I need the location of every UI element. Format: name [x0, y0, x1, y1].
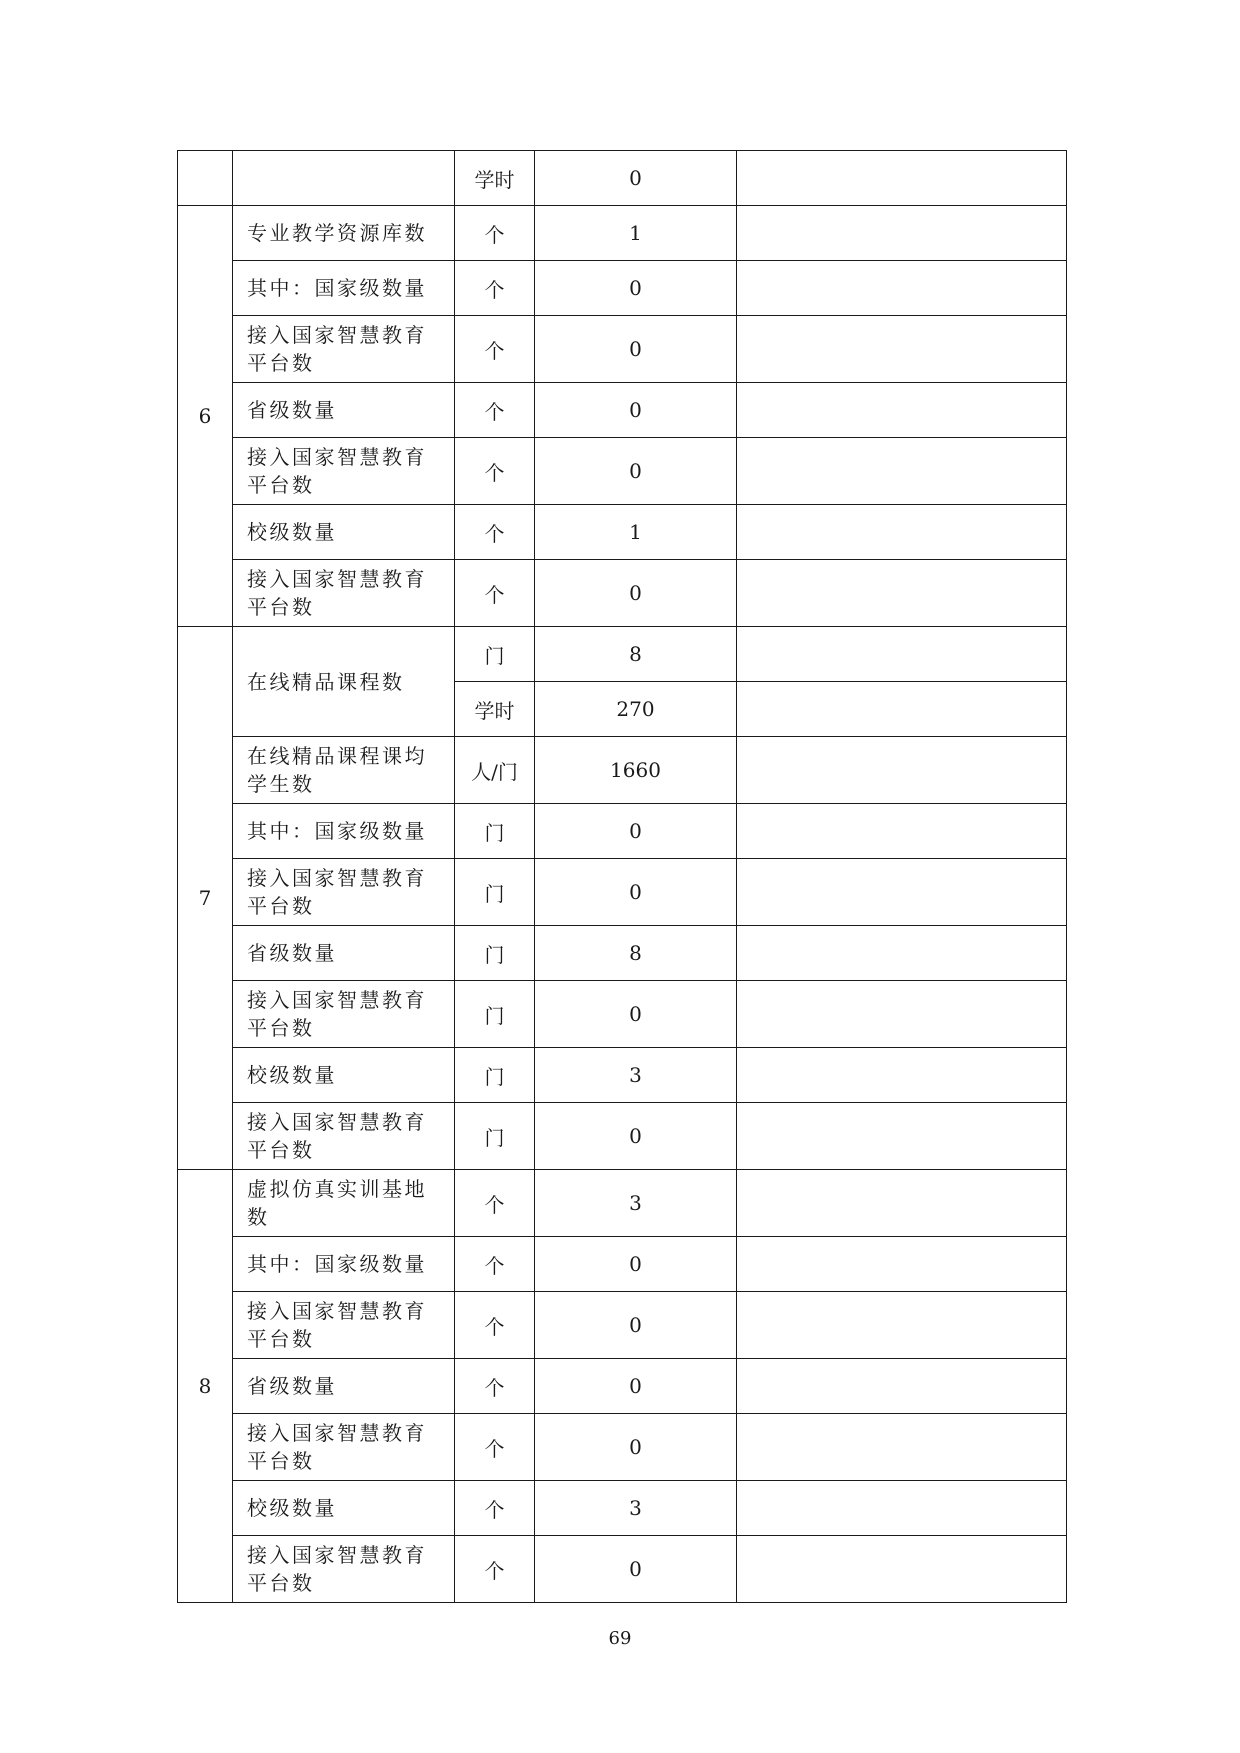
item-cell: 校级数量 [233, 505, 455, 560]
item-cell: 其中：国家级数量 [233, 261, 455, 316]
value-cell: 0 [535, 1359, 737, 1414]
item-cell: 接入国家智慧教育平台数 [233, 438, 455, 505]
index-cell [178, 151, 233, 206]
value-cell: 0 [535, 316, 737, 383]
value-cell: 3 [535, 1170, 737, 1237]
value-cell: 0 [535, 1292, 737, 1359]
group-index-cell: 7 [178, 627, 233, 1170]
unit-cell: 个 [455, 1414, 535, 1481]
note-cell [737, 151, 1067, 206]
value-cell: 0 [535, 1237, 737, 1292]
note-cell [737, 1481, 1067, 1536]
note-cell [737, 926, 1067, 981]
item-cell: 虚拟仿真实训基地数 [233, 1170, 455, 1237]
item-cell: 接入国家智慧教育平台数 [233, 1103, 455, 1170]
note-cell [737, 981, 1067, 1048]
value-cell: 0 [535, 438, 737, 505]
unit-cell: 门 [455, 926, 535, 981]
note-cell [737, 560, 1067, 627]
item-cell: 接入国家智慧教育平台数 [233, 1536, 455, 1603]
item-cell: 省级数量 [233, 383, 455, 438]
note-cell [737, 206, 1067, 261]
page-number: 69 [608, 1628, 632, 1649]
note-cell [737, 505, 1067, 560]
item-cell: 省级数量 [233, 1359, 455, 1414]
value-cell: 0 [535, 859, 737, 926]
value-cell: 8 [535, 627, 737, 682]
unit-cell: 学时 [455, 151, 535, 206]
table-row [178, 981, 1067, 1048]
item-cell [233, 151, 455, 206]
note-cell [737, 1359, 1067, 1414]
note-cell [737, 682, 1067, 737]
unit-cell: 门 [455, 1048, 535, 1103]
note-cell [737, 1170, 1067, 1237]
note-cell [737, 1048, 1067, 1103]
table-row [178, 1359, 1067, 1414]
item-cell: 接入国家智慧教育平台数 [233, 316, 455, 383]
note-cell [737, 1414, 1067, 1481]
value-cell: 3 [535, 1048, 737, 1103]
unit-cell: 个 [455, 1170, 535, 1237]
table-row [178, 804, 1067, 859]
table-row [178, 206, 1067, 261]
data-table [177, 150, 1067, 1603]
note-cell [737, 627, 1067, 682]
unit-cell: 个 [455, 438, 535, 505]
unit-cell: 门 [455, 981, 535, 1048]
table-row [178, 316, 1067, 383]
unit-cell: 个 [455, 1481, 535, 1536]
value-cell: 0 [535, 560, 737, 627]
note-cell [737, 1103, 1067, 1170]
note-cell [737, 316, 1067, 383]
value-cell: 0 [535, 1103, 737, 1170]
note-cell [737, 383, 1067, 438]
table-row [178, 1237, 1067, 1292]
note-cell [737, 261, 1067, 316]
unit-cell: 个 [455, 383, 535, 438]
unit-cell: 个 [455, 261, 535, 316]
unit-cell: 个 [455, 206, 535, 261]
item-cell: 省级数量 [233, 926, 455, 981]
unit-cell: 门 [455, 627, 535, 682]
item-cell: 接入国家智慧教育平台数 [233, 1292, 455, 1359]
table-row [178, 438, 1067, 505]
table-row [178, 261, 1067, 316]
note-cell [737, 737, 1067, 804]
item-cell: 校级数量 [233, 1048, 455, 1103]
item-cell: 接入国家智慧教育平台数 [233, 560, 455, 627]
table-row [178, 627, 1067, 682]
item-cell: 校级数量 [233, 1481, 455, 1536]
unit-cell: 门 [455, 804, 535, 859]
note-cell [737, 1292, 1067, 1359]
note-cell [737, 1536, 1067, 1603]
value-cell: 8 [535, 926, 737, 981]
table-row [178, 1536, 1067, 1603]
item-cell: 在线精品课程数 [233, 627, 455, 737]
value-cell: 0 [535, 804, 737, 859]
item-cell: 接入国家智慧教育平台数 [233, 981, 455, 1048]
item-cell: 其中：国家级数量 [233, 804, 455, 859]
table-row [178, 1481, 1067, 1536]
table-row [178, 1292, 1067, 1359]
group-index-cell: 8 [178, 1170, 233, 1603]
note-cell [737, 859, 1067, 926]
unit-cell: 个 [455, 560, 535, 627]
note-cell [737, 438, 1067, 505]
table-row [178, 151, 1067, 206]
value-cell: 0 [535, 1536, 737, 1603]
item-cell: 专业教学资源库数 [233, 206, 455, 261]
value-cell: 0 [535, 261, 737, 316]
unit-cell: 门 [455, 1103, 535, 1170]
unit-cell: 个 [455, 1359, 535, 1414]
item-cell: 在线精品课程课均学生数 [233, 737, 455, 804]
table-row [178, 383, 1067, 438]
table-row [178, 1170, 1067, 1237]
value-cell: 1 [535, 206, 737, 261]
note-cell [737, 1237, 1067, 1292]
table-row [178, 1414, 1067, 1481]
table-row [178, 859, 1067, 926]
value-cell: 0 [535, 151, 737, 206]
unit-cell: 个 [455, 316, 535, 383]
table-row [178, 1048, 1067, 1103]
unit-cell: 个 [455, 1292, 535, 1359]
table-row [178, 737, 1067, 804]
item-cell: 接入国家智慧教育平台数 [233, 859, 455, 926]
value-cell: 1660 [535, 737, 737, 804]
item-cell: 其中：国家级数量 [233, 1237, 455, 1292]
table-row [178, 1103, 1067, 1170]
unit-cell: 学时 [455, 682, 535, 737]
group-index-cell: 6 [178, 206, 233, 627]
unit-cell: 个 [455, 505, 535, 560]
unit-cell: 门 [455, 859, 535, 926]
unit-cell: 个 [455, 1237, 535, 1292]
value-cell: 1 [535, 505, 737, 560]
value-cell: 3 [535, 1481, 737, 1536]
value-cell: 0 [535, 1414, 737, 1481]
table-row [178, 926, 1067, 981]
value-cell: 270 [535, 682, 737, 737]
table-row [178, 505, 1067, 560]
value-cell: 0 [535, 981, 737, 1048]
table-row [178, 560, 1067, 627]
unit-cell: 个 [455, 1536, 535, 1603]
note-cell [737, 804, 1067, 859]
item-cell: 接入国家智慧教育平台数 [233, 1414, 455, 1481]
value-cell: 0 [535, 383, 737, 438]
unit-cell: 人/门 [455, 737, 535, 804]
